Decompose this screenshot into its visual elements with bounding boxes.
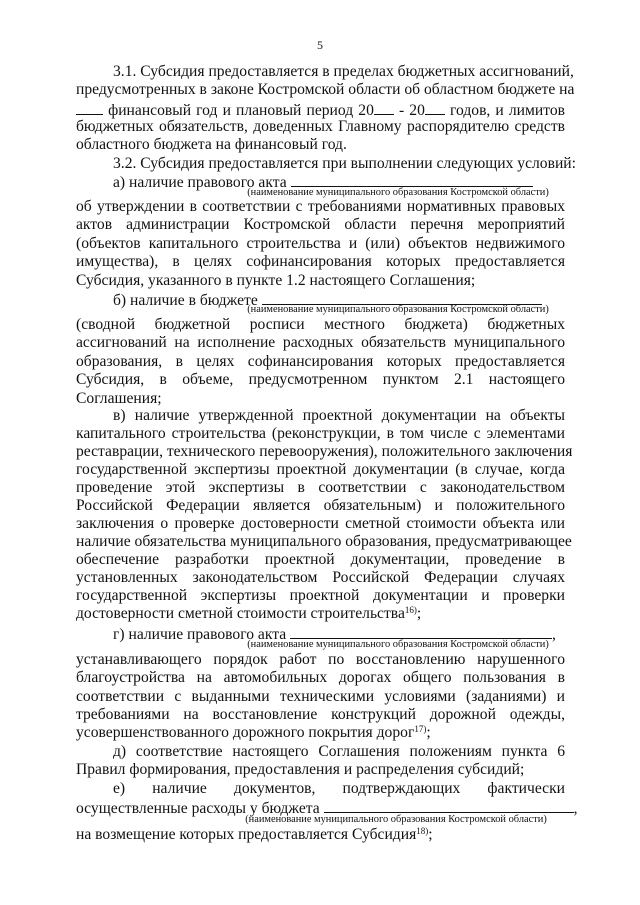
item-a-line: Субсидия, указанного в пункте 1.2 настоящего Соглашения; xyxy=(76,272,476,289)
item-v-line: установленных законодательством Российской Федерации случаях xyxy=(76,569,565,586)
blank-budget-field xyxy=(262,290,542,305)
footnote-ref: 18) xyxy=(416,826,429,836)
item-v-line: Российской Федерации является обязательным) и положительного xyxy=(76,497,565,514)
blank-legal-act-field xyxy=(291,172,533,187)
blank-year-field xyxy=(374,100,394,115)
item-v-line: обеспечение разработки проектной документации, проведение в xyxy=(76,551,565,568)
field-caption: (наименование муниципального образования Костромской области) xyxy=(247,639,549,650)
item-v-line: наличие обязательства муниципального образования, предусматривающее xyxy=(76,533,572,550)
item-a-line: об утверждении в соответствии с требованиями нормативных правовых xyxy=(76,198,565,215)
item-d-line: Правил формирования, предоставления и распределения субсидий; xyxy=(76,761,525,778)
item-v-line: капитального строительства (реконструкции, в том числе с элементами xyxy=(76,425,565,442)
item-g-line: благоустройства на автомобильных дорогах общего пользования в xyxy=(76,669,565,686)
item-a-line: имущества), в целях софинансирования которых предоставляется xyxy=(76,253,565,270)
item-v-line: государственной экспертизы проектной документации (в случае, когда xyxy=(76,461,565,478)
item-a-line: а) наличие правового акта xyxy=(113,172,565,190)
field-caption: (наименование муниципального образования Костромской области) xyxy=(247,304,549,315)
item-v-line: в) наличие утвержденной проектной документации на объекты xyxy=(113,407,565,424)
item-a-line: актов администрации Костромской области перечня мероприятий xyxy=(76,216,565,233)
blank-budget-field xyxy=(324,798,574,813)
paragraph-3-1-line: предусмотренных в законе Костромской области об областном бюджете на xyxy=(76,81,575,98)
item-e-line: е) наличие документов, подтверждающих фактически xyxy=(113,780,565,797)
paragraph-3-1-line: бюджетных обязательств, доведенных Главному распорядителю средств xyxy=(76,118,565,135)
item-b-line: образования, в целях софинансирования которых предоставляется xyxy=(76,353,565,370)
item-g-line: г) наличие правового акта , xyxy=(113,626,556,643)
item-g-line: усовершенствованного дорожного покрытия дорог$^{17)}$; xyxy=(76,724,431,741)
blank-year-field xyxy=(76,100,103,115)
item-b-line: б) наличие в бюджете xyxy=(113,290,565,308)
item-v-line: проведение этой экспертизы в соответствии с законодательством xyxy=(76,479,565,496)
item-d-line: д) соответствие настоящего Соглашения положениям пункта 6 xyxy=(113,743,565,760)
field-caption: (наименование муниципального образования Костромской области) xyxy=(247,187,549,198)
page-number: 5 xyxy=(317,38,323,52)
field-caption: (наименование муниципального образования Костромской области) xyxy=(245,814,547,825)
blank-year-field xyxy=(425,100,445,115)
footnote-ref: 16) xyxy=(404,605,417,615)
paragraph-3-1-line: финансовый год и плановый период 20 - 20 годов, и лимитов xyxy=(76,100,565,118)
item-v-line: реставрации, технического перевооружения), положительного заключения xyxy=(76,443,573,460)
item-v-line: заключения о проверке достоверности сметной стоимости объекта или xyxy=(76,515,565,532)
item-v-line: достоверности сметной стоимости строительства$^{16)}$; xyxy=(76,605,422,622)
item-e-line: осуществленные расходы у бюджета , xyxy=(76,800,578,817)
item-g-line: требованиями на восстановление конструкций дорожной одежды, xyxy=(76,706,565,723)
item-b-line: (сводной бюджетной росписи местного бюджета) бюджетных xyxy=(76,316,565,333)
paragraph-3-1-line: 3.1. Субсидия предоставляется в пределах бюджетных ассигнований, xyxy=(113,63,574,80)
item-v-line: государственной экспертизы проектной документации и проверки xyxy=(76,587,565,604)
paragraph-3-1-line: областного бюджета на финансовый год. xyxy=(76,136,347,153)
blank-legal-act-field xyxy=(290,624,552,639)
item-a-line: (объектов капитального строительства и (или) объектов недвижимого xyxy=(76,235,565,252)
paragraph-3-2-line: 3.2. Субсидия предоставляется при выполнении следующих условий: xyxy=(113,155,576,172)
footnote-ref: 17) xyxy=(414,724,427,734)
item-e-line: на возмещение которых предоставляется Субсидия$^{18)}$; xyxy=(76,826,433,843)
item-b-line: Соглашения; xyxy=(76,390,162,407)
item-b-line: ассигнований на исполнение расходных обязательств муниципального xyxy=(76,334,565,351)
item-b-line: Субсидия, в объеме, предусмотренном пунктом 2.1 настоящего xyxy=(76,371,565,388)
item-g-line: соответствии с выданными техническими условиями (заданиями) и xyxy=(76,688,565,705)
item-g-line: устанавливающего порядок работ по восстановлению нарушенного xyxy=(76,651,565,668)
